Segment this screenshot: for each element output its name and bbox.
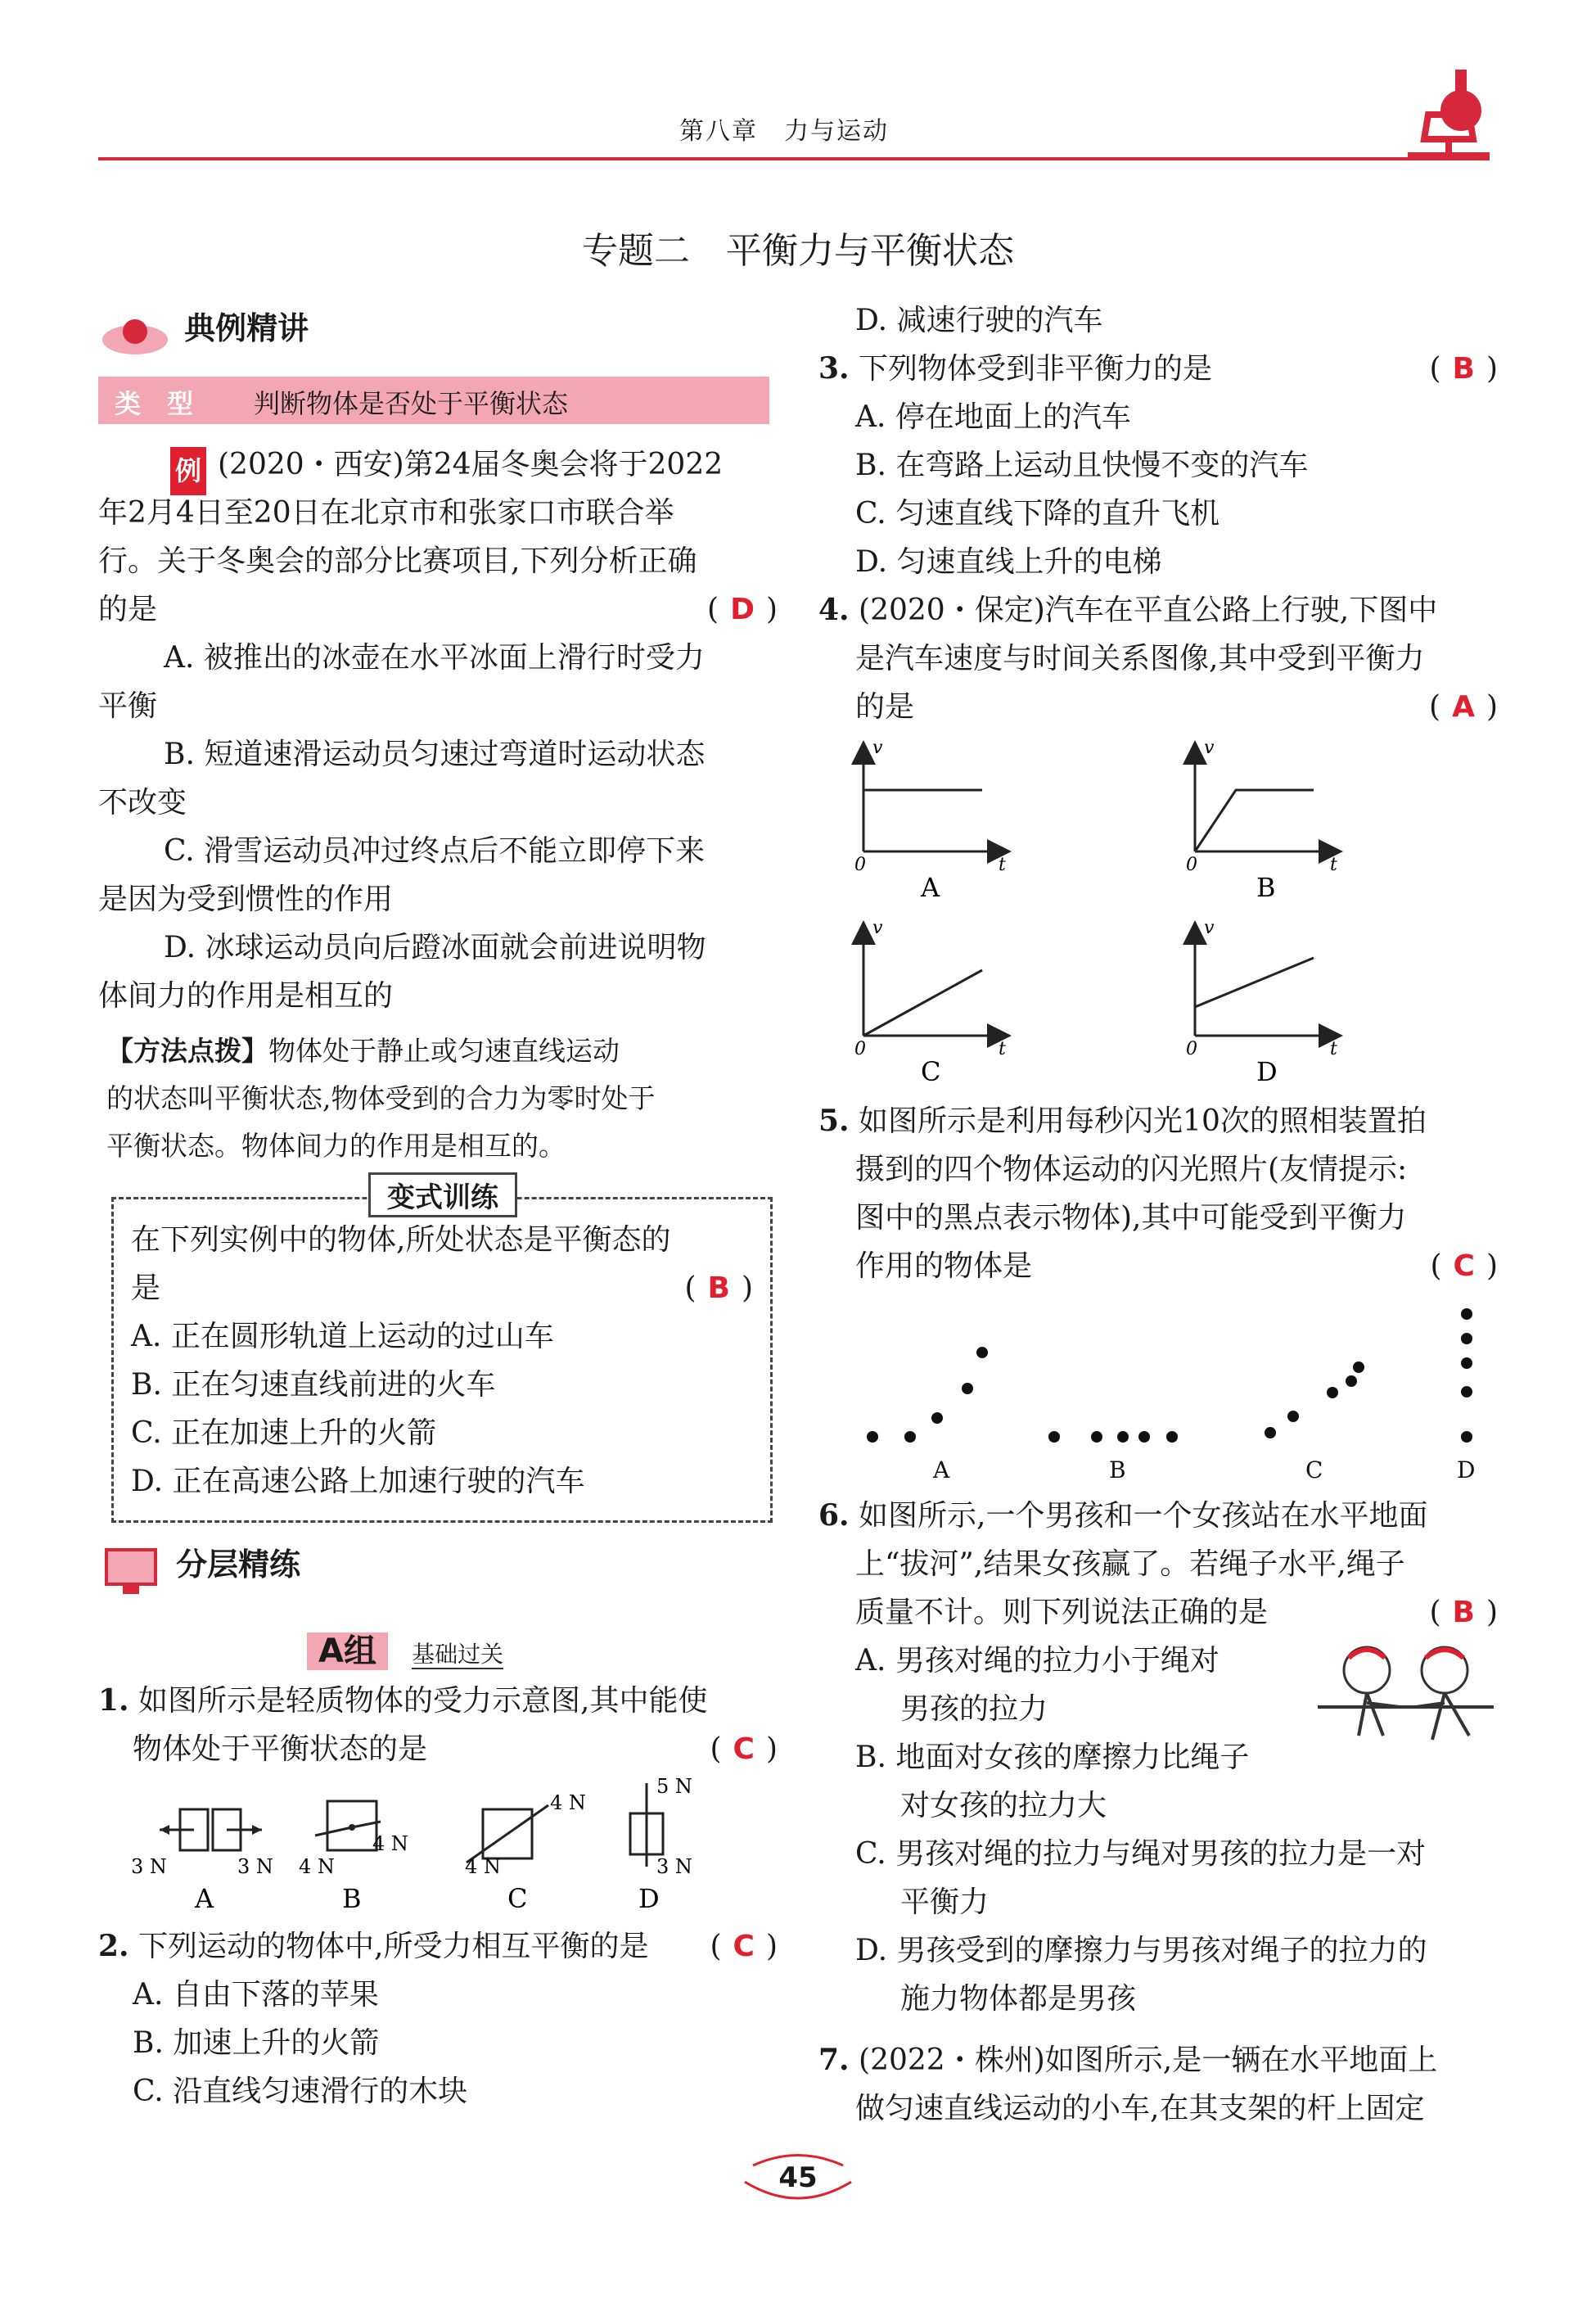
- dots-a: [867, 1347, 988, 1483]
- svg-text:A: A: [195, 1883, 214, 1914]
- variant-answer: ( B ): [684, 1271, 753, 1305]
- svg-text:v: v: [872, 918, 883, 938]
- section1-title: 典例精讲: [184, 310, 309, 346]
- section-practice-heading: [98, 1539, 300, 1601]
- q4-answer: ( A ): [1429, 690, 1498, 724]
- question-6: 6. 如图所示,一个男孩和一个女孩站在水平地面 上“拔河”,结果女孩赢了。若绳子水平,绳子 质量不计。则下列说法正确的是 ( B ) A. 男孩对绳的拉力小于绳对 男孩的拉力 B. 地面对女孩的摩擦力比绳子 对女孩的拉力大 C. 男孩对绳的拉力与绳对男孩的拉力是一对 平衡力 D. 男孩受到的摩擦力与男孩对绳子的拉力的 施力物体都是男孩: [818, 1498, 1498, 2016]
- svg-text:4 N: 4 N: [299, 1855, 335, 1878]
- option-c: C. 滑雪运动员冲过终点后不能立即停下来: [164, 834, 706, 868]
- svg-text:3 N: 3 N: [656, 1855, 692, 1878]
- svg-text:A: A: [921, 872, 940, 903]
- q2-option-d: D. 减速行驶的汽车: [855, 304, 1103, 337]
- q6-answer: ( B ): [1429, 1596, 1498, 1629]
- q3-answer: ( B ): [1429, 352, 1498, 386]
- group-heading: A组 基础过关: [307, 1625, 503, 1672]
- q1-diagram-c: [465, 1791, 586, 1914]
- variant-body: 在下列实例中的物体,所处状态是平衡态的 是 ( B ) A. 正在圆形轨道上运动的过山车 B. 正在匀速直线前进的火车 C. 正在加速上升的火箭 D. 正在高速公路上加速行驶的汽车: [131, 1223, 753, 1498]
- q2-answer: ( C ): [710, 1930, 778, 1963]
- option-d: D. 冰球运动员向后蹬冰面就会前进说明物: [164, 931, 706, 964]
- dots-d: [1457, 1308, 1475, 1483]
- question-1: 1. 如图所示是轻质物体的受力示意图,其中能使 物体处于平衡状态的是 ( C ): [98, 1677, 778, 1773]
- section-examples-heading: [98, 303, 309, 360]
- graph-b: [1186, 738, 1338, 903]
- svg-text:A: A: [933, 1456, 950, 1483]
- graph-c: [854, 918, 1007, 1087]
- svg-text:4 N: 4 N: [372, 1832, 408, 1855]
- page-header: [0, 0, 1596, 172]
- graph-d: [1186, 918, 1338, 1087]
- section2-title: 分层精练: [176, 1547, 301, 1583]
- method-tip: 【方法点拨】物体处于静止或匀速直线运动 的状态叫平衡状态,物体受到的合力为零时处于 平衡状态。物体间力的作用是相互的。: [106, 1035, 656, 1162]
- q1-diagram-d: [630, 1777, 692, 1914]
- microscope-icon: [1391, 65, 1498, 164]
- question-3: 3. 下列物体受到非平衡力的是 ( B ): [818, 345, 1498, 393]
- svg-text:C: C: [921, 1056, 941, 1087]
- svg-text:5 N: 5 N: [656, 1777, 692, 1798]
- example-line-1: 例 (2020・西安)第24届冬奥会将于2022: [98, 440, 778, 489]
- svg-text:v: v: [1204, 918, 1215, 938]
- svg-text:B: B: [342, 1883, 362, 1914]
- question-5: 5. 如图所示是利用每秒闪光10次的照相装置拍 摄到的四个物体运动的闪光照片(友情提示: 图中的黑点表示物体),其中可能受到平衡力 作用的物体是 ( C ): [818, 1097, 1498, 1290]
- q5-flash-photos: [851, 1302, 1498, 1490]
- svg-text:t: t: [1330, 1039, 1337, 1059]
- svg-text:t: t: [999, 855, 1006, 875]
- example-line-4: 的是 ( D ): [98, 585, 778, 634]
- svg-text:0: 0: [854, 1039, 866, 1059]
- svg-text:0: 0: [854, 855, 866, 875]
- example-line-2: 年2月4日至20日在北京市和张家口市联合举: [98, 496, 674, 530]
- question-4: 4. (2020・保定)汽车在平直公路上行驶,下图中: [818, 593, 1438, 627]
- svg-text:0: 0: [1186, 1039, 1197, 1059]
- example-line-3: 行。关于冬奥会的部分比赛项目,下列分析正确: [98, 544, 697, 578]
- type-label: 类 型: [115, 388, 194, 419]
- svg-text:0: 0: [1186, 855, 1197, 875]
- svg-text:v: v: [872, 738, 883, 758]
- q5-answer: ( C ): [1430, 1249, 1498, 1283]
- method-label: 【方法点拨】: [106, 1035, 268, 1067]
- page-title: 专题二 平衡力与平衡状态: [582, 230, 1014, 272]
- option-c-cont: 是因为受到惯性的作用: [98, 883, 394, 916]
- svg-text:4 N: 4 N: [465, 1855, 501, 1878]
- variant-title: 变式训练: [368, 1172, 517, 1217]
- option-a-cont: 平衡: [98, 689, 158, 723]
- q4-vt-graphs: [843, 733, 1416, 1101]
- svg-text:B: B: [1109, 1456, 1126, 1483]
- monitor-icon: [98, 1543, 172, 1601]
- dots-b: [1048, 1431, 1178, 1483]
- example-mark: 例: [170, 447, 206, 495]
- type-bar: [98, 377, 769, 424]
- q1-answer: ( C ): [710, 1732, 778, 1766]
- q1-diagram-a: [131, 1809, 273, 1914]
- example-answer: ( D ): [707, 593, 778, 626]
- option-a: A. 被推出的冰壶在水平冰面上滑行时受力: [164, 641, 705, 675]
- svg-text:D: D: [638, 1883, 660, 1914]
- svg-text:t: t: [1330, 855, 1337, 875]
- dots-c: [1265, 1361, 1364, 1483]
- option-d-cont: 体间力的作用是相互的: [98, 979, 394, 1013]
- svg-text:D: D: [1457, 1456, 1476, 1483]
- svg-text:3 N: 3 N: [131, 1855, 167, 1878]
- svg-text:C: C: [507, 1883, 528, 1914]
- svg-text:t: t: [999, 1039, 1006, 1059]
- svg-text:v: v: [1204, 738, 1215, 758]
- right-column: D. 减速行驶的汽车 3. 下列物体受到非平衡力的是 ( B ) A. 停在地面上的汽车 B. 在弯路上运动且快慢不变的汽车 C. 匀速直线下降的直升飞机 D. 匀速直线上升的电梯 4. (2020・保定)汽车在平直公路上行驶,下图中 是汽车速度与时间关系图像,其中受到平衡力 的是 ( A ): [818, 296, 1498, 731]
- svg-text:3 N: 3 N: [237, 1855, 273, 1878]
- page-number: 45: [778, 2161, 818, 2194]
- question-7: 7. (2022・株州)如图所示,是一辆在水平地面上 做匀速直线运动的小车,在其支架的杆上固定: [818, 2043, 1438, 2125]
- svg-text:C: C: [1305, 1456, 1323, 1483]
- svg-text:B: B: [1256, 872, 1276, 903]
- option-b: B. 短道速滑运动员匀速过弯道时运动状态: [164, 738, 706, 771]
- svg-text:4 N: 4 N: [550, 1791, 586, 1814]
- question-2: 2. 下列运动的物体中,所受力相互平衡的是 ( C ) A. 自由下落的苹果 B. 加速上升的火箭 C. 沿直线匀速滑行的木块: [98, 1922, 778, 2116]
- header-rule: [98, 157, 1490, 160]
- tug-of-war-illustration: [1310, 1637, 1498, 1768]
- chapter-title: 第八章 力与运动: [679, 117, 889, 146]
- svg-text:D: D: [1256, 1056, 1278, 1087]
- graph-a: [854, 738, 1007, 903]
- bookmark-icon: [98, 311, 180, 360]
- type-text: 判断物体是否处于平衡状态: [254, 388, 569, 419]
- q1-diagram-b: [299, 1801, 408, 1914]
- q1-force-diagrams: [123, 1777, 761, 1916]
- option-b-cont: 不改变: [98, 786, 187, 820]
- example-block: [98, 440, 778, 1020]
